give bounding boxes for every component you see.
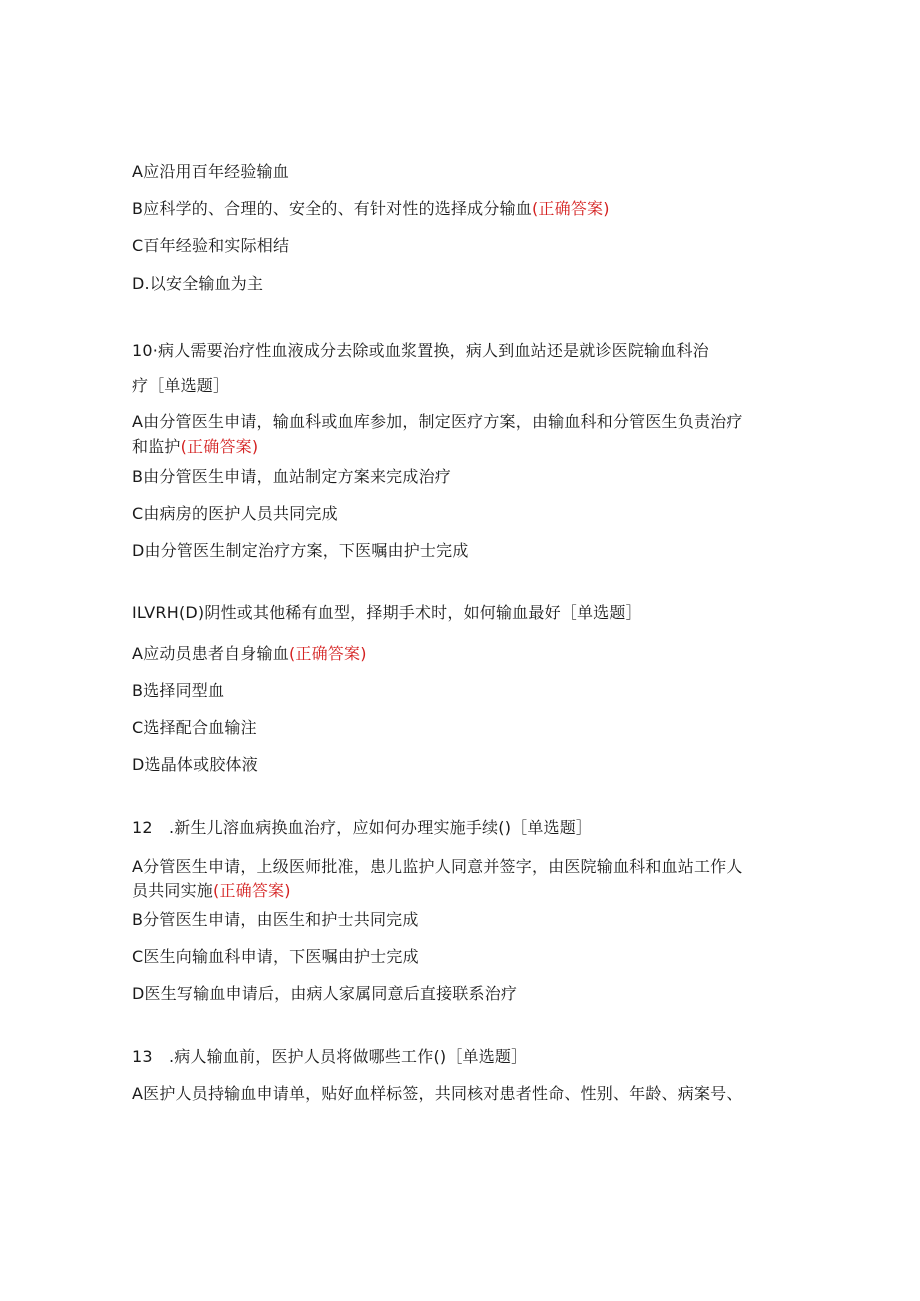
q12-option-c: C医生向输血科申请，下医嘱由护士完成: [132, 947, 419, 966]
q10-option-c: C由病房的医护人员共同完成: [132, 504, 338, 523]
q12-option-d: D医生写输血申请后，由病人家属同意后直接联系治疗: [132, 984, 518, 1003]
correct-answer-tag: (正确答案): [180, 437, 259, 456]
q13-title: 13 .病人输血前，医护人员将做哪些工作()［单选题］: [132, 1047, 528, 1066]
q11-title: ILVRH(D)阴性或其他稀有血型，择期手术时，如何输血最好［单选题］: [132, 603, 642, 622]
q11-option-a: [132, 643, 367, 665]
q10-option-a-line1: A由分管医生申请，输血科或血库参加，制定医疗方案，由输血科和分管医生负责治疗: [132, 412, 743, 431]
q12-title: 12 .新生儿溶血病换血治疗，应如何办理实施手续()［单选题］: [132, 818, 593, 837]
q11-option-a-text: A应动员患者自身输血: [132, 644, 289, 663]
q9-option-b: [132, 198, 610, 220]
q13-option-a-line1: A医护人员持输血申请单，贴好血样标签，共同核对患者性命、性别、年龄、病案号、: [132, 1084, 743, 1103]
q9-option-d-text: D.以安全输血为主: [132, 274, 264, 293]
q10-option-d: D由分管医生制定治疗方案，下医嘱由护士完成: [132, 541, 469, 560]
q12-option-a-line1: A分管医生申请，上级医师批准，患儿监护人同意并签字，由医院输血科和血站工作人: [132, 857, 743, 876]
correct-answer-tag: (正确答案): [531, 199, 610, 218]
q11-option-b: B选择同型血: [132, 681, 225, 700]
q9-option-d: [132, 273, 263, 295]
q9-option-c-text: C百年经验和实际相结: [132, 236, 290, 255]
q9-option-a-text: A应沿用百年经验输血: [132, 162, 289, 181]
q11-option-c: C选择配合血输注: [132, 718, 257, 737]
q12-option-b: B分管医生申请，由医生和护士共同完成: [132, 910, 419, 929]
q10-title-line2: 疗［单选题］: [132, 376, 230, 395]
q10-title-line1: 10·病人需要治疗性血液成分去除或血浆置换，病人到血站还是就诊医院输血科治: [132, 341, 709, 360]
q12-option-a-line2: [132, 880, 291, 902]
q9-option-c: [132, 235, 289, 257]
q9-option-a: [132, 161, 289, 183]
q10-option-a-text: 和监护: [132, 437, 181, 456]
q12-option-a-text: 员共同实施: [132, 881, 214, 900]
q10-option-a-line2: [132, 436, 258, 458]
q10-option-b: B由分管医生申请，血站制定方案来完成治疗: [132, 467, 451, 486]
correct-answer-tag: (正确答案): [288, 644, 367, 663]
q9-option-b-text: B应科学的、合理的、安全的、有针对性的选择成分输血: [132, 199, 532, 218]
q11-option-d: D选晶体或胶体液: [132, 755, 258, 774]
correct-answer-tag: (正确答案): [213, 881, 291, 900]
